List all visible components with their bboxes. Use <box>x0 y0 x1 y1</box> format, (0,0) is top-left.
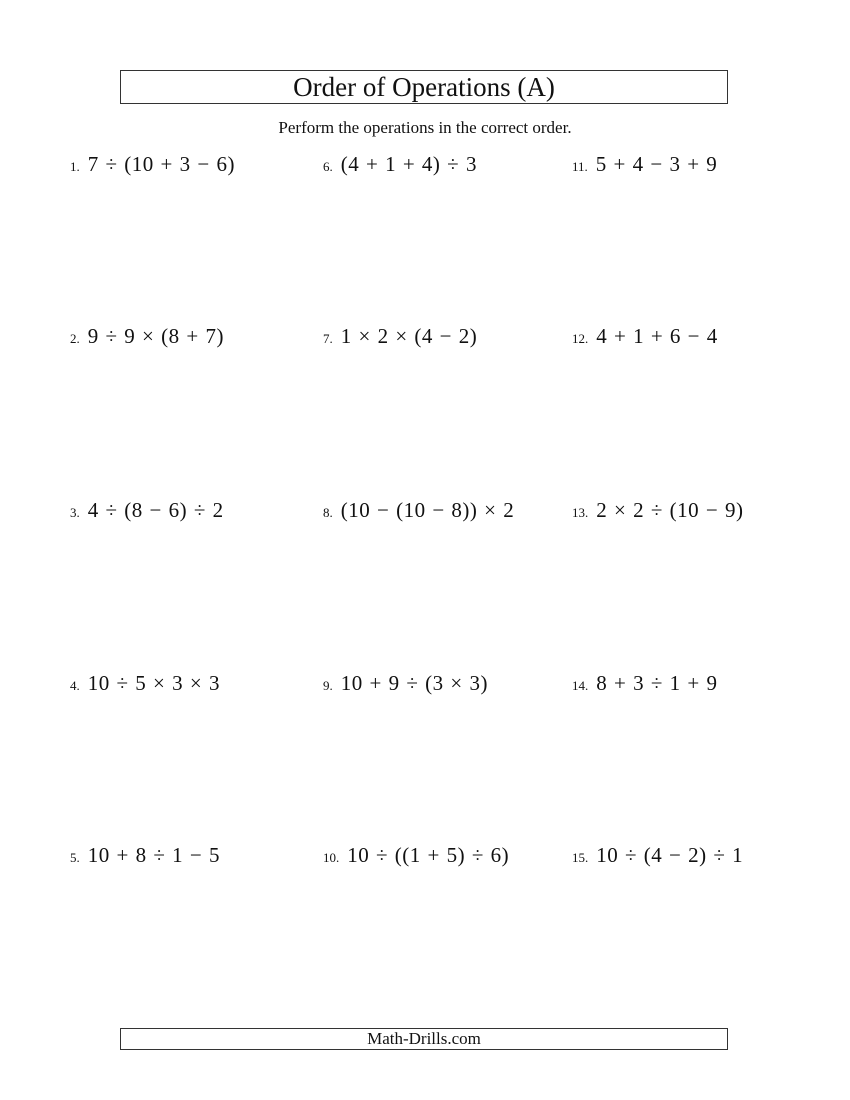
problem-number: 1. <box>70 159 80 174</box>
problem-item <box>70 152 235 177</box>
worksheet-instructions: Perform the operations in the correct order. <box>278 118 572 137</box>
problem-item <box>323 843 509 868</box>
problem-item <box>70 671 220 696</box>
problem-expression: 5 + 4 − 3 + 9 <box>595 152 718 176</box>
problem-number: 4. <box>70 678 80 693</box>
problem-number: 9. <box>323 678 333 693</box>
problem-item <box>323 671 488 696</box>
problem-expression: (4 + 1 + 4) ÷ 3 <box>340 152 477 176</box>
problem-item <box>572 843 743 868</box>
problem-expression: 10 + 8 ÷ 1 − 5 <box>87 843 220 867</box>
problem-expression: 10 ÷ (4 − 2) ÷ 1 <box>596 843 744 867</box>
problem-item <box>572 152 717 177</box>
problem-expression: 1 × 2 × (4 − 2) <box>340 324 478 348</box>
problem-number: 2. <box>70 331 80 346</box>
problem-item <box>70 843 220 868</box>
problem-number: 10. <box>323 850 340 865</box>
problem-item <box>323 324 477 349</box>
problem-number: 5. <box>70 850 80 865</box>
problem-number: 3. <box>70 505 80 520</box>
footer-site-name: Math-Drills.com <box>120 1028 728 1050</box>
problem-expression: 10 + 9 ÷ (3 × 3) <box>340 671 488 695</box>
problem-expression: 8 + 3 ÷ 1 + 9 <box>596 671 718 695</box>
problem-item <box>323 152 477 177</box>
problem-number: 14. <box>572 678 589 693</box>
problem-number: 7. <box>323 331 333 346</box>
worksheet-title: Order of Operations (A) <box>120 70 728 104</box>
problem-expression: 7 ÷ (10 + 3 − 6) <box>87 152 235 176</box>
problem-number: 6. <box>323 159 333 174</box>
problem-item <box>572 671 717 696</box>
problem-expression: 2 × 2 ÷ (10 − 9) <box>596 498 744 522</box>
problem-item <box>572 498 743 523</box>
problem-item <box>70 498 224 523</box>
problem-number: 8. <box>323 505 333 520</box>
problem-expression: 4 + 1 + 6 − 4 <box>596 324 718 348</box>
problem-expression: 9 ÷ 9 × (8 + 7) <box>87 324 224 348</box>
problem-item <box>572 324 718 349</box>
problem-expression: (10 − (10 − 8)) × 2 <box>340 498 515 522</box>
problem-expression: 10 ÷ ((1 + 5) ÷ 6) <box>347 843 510 867</box>
problem-number: 12. <box>572 331 589 346</box>
problem-item <box>323 498 514 523</box>
problem-item <box>70 324 224 349</box>
problem-number: 13. <box>572 505 589 520</box>
problem-expression: 4 ÷ (8 − 6) ÷ 2 <box>87 498 224 522</box>
problem-number: 11. <box>572 159 588 174</box>
problem-expression: 10 ÷ 5 × 3 × 3 <box>87 671 220 695</box>
problem-number: 15. <box>572 850 589 865</box>
